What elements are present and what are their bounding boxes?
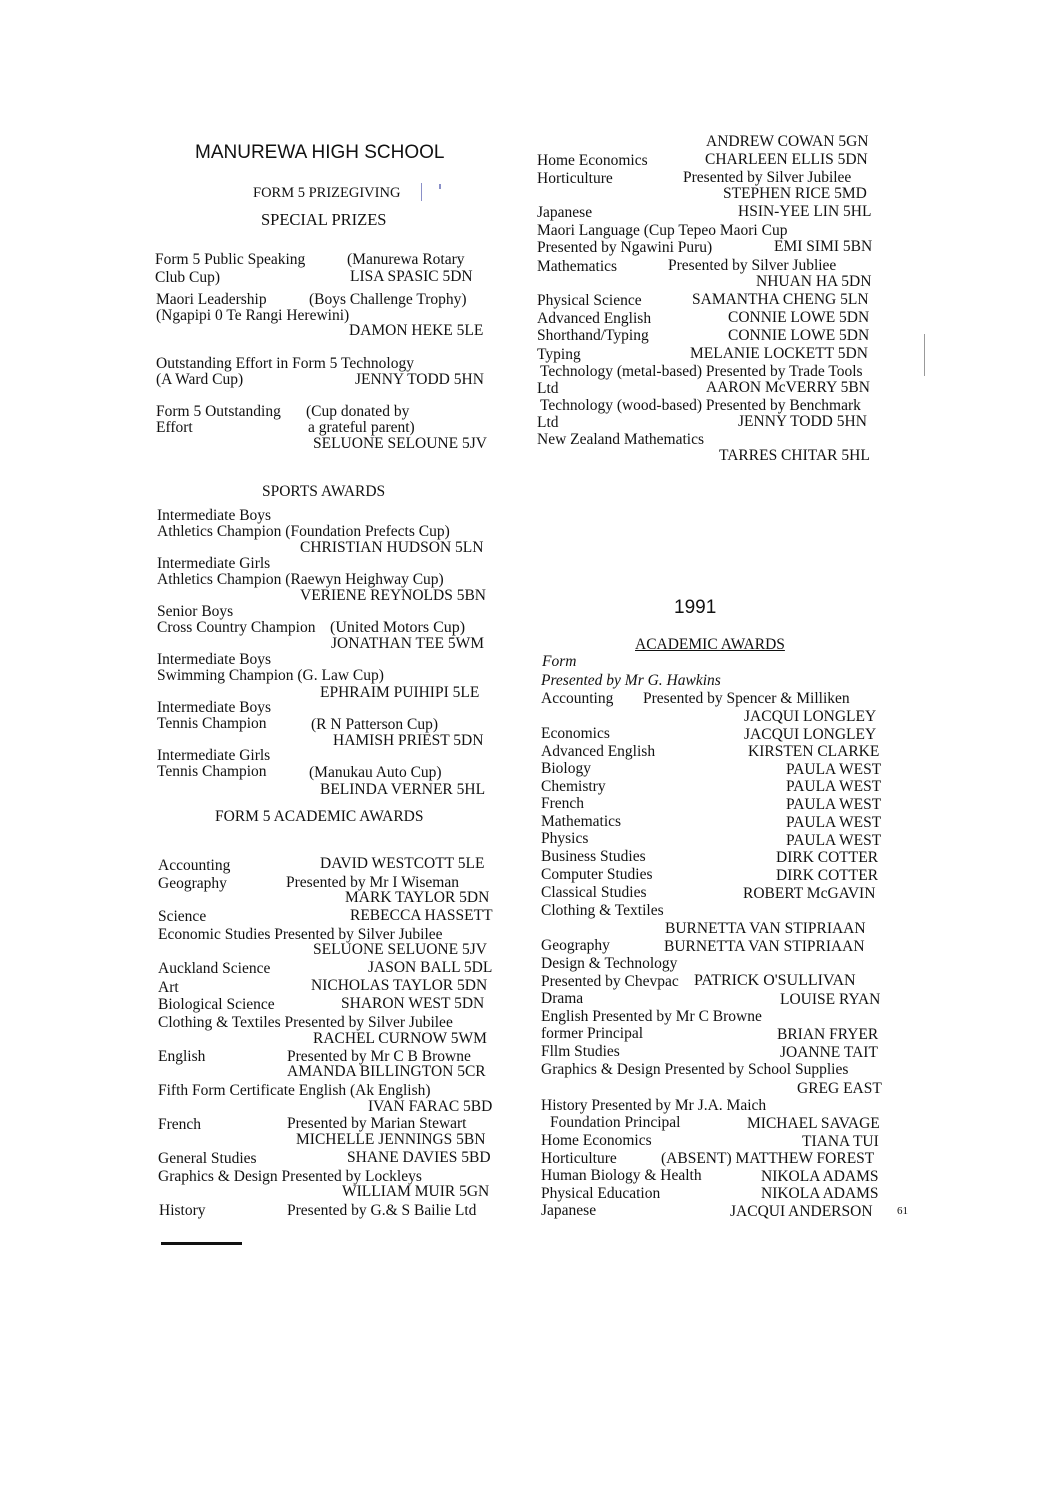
winner-name: CHARLEEN ELLIS 5DN: [705, 151, 868, 168]
winner-name: SELUONE SELUONE 5JV: [313, 941, 487, 958]
award-note: (Boys Challenge Trophy): [309, 291, 467, 308]
winner-name: JENNY TODD 5HN: [738, 413, 867, 430]
award-label: Ltd: [537, 414, 559, 431]
award-label: Auckland Science: [158, 960, 271, 977]
winner-name: STEPHEN RICE 5MD: [723, 185, 867, 202]
winner-name: BRIAN FRYER: [777, 1026, 879, 1043]
award-label: Economic Studies Presented by Silver Jubilee: [158, 926, 443, 943]
award-label: Mathematics: [537, 258, 618, 275]
award-note: Presented by Mr I Wiseman: [286, 874, 459, 891]
academic-awards-heading: ACADEMIC AWARDS: [635, 636, 785, 653]
winner-name: NIKOLA ADAMS: [761, 1185, 879, 1202]
winner-name: KIRSTEN CLARKE: [748, 743, 880, 760]
award-label: Advanced English: [537, 310, 652, 327]
award-label: Club Cup): [155, 269, 221, 286]
award-label: Design & Technology: [541, 955, 678, 972]
prizegiving-subtitle: FORM 5 PRIZEGIVING: [253, 185, 401, 201]
award-label: Maori Leadership: [156, 291, 267, 308]
winner-name: PAULA WEST: [786, 761, 882, 778]
award-label: French: [541, 795, 585, 812]
award-label: Graphics & Design Presented by School Supplies: [541, 1061, 849, 1078]
award-label: Business Studies: [541, 848, 646, 865]
award-label: Biology: [541, 760, 591, 777]
award-label: Horticulture: [541, 1150, 617, 1167]
award-label: Fllm Studies: [541, 1043, 620, 1060]
winner-name: EPHRAIM PUIHIPI 5LE: [320, 684, 480, 701]
scan-mark: [924, 334, 925, 376]
winner-name: JENNY TODD 5HN: [355, 371, 484, 388]
award-label: Athletics Champion (Foundation Prefects Cup): [157, 523, 450, 540]
award-label: New Zealand Mathematics: [537, 431, 704, 448]
form-label: Form: [542, 653, 577, 670]
award-label: Technology (metal-based) Presented by Trade Tools: [540, 363, 863, 380]
award-label: Classical Studies: [541, 884, 647, 901]
award-label: History Presented by Mr J.A. Maich: [541, 1097, 767, 1114]
winner-name: DIRK COTTER: [776, 867, 879, 884]
winner-name: JACQUI ANDERSON: [730, 1203, 873, 1220]
award-label: Home Economics: [541, 1132, 652, 1149]
winner-name: CONNIE LOWE 5DN: [728, 309, 870, 326]
winner-name: LISA SPASIC 5DN: [350, 268, 473, 285]
award-label: Biological Science: [158, 996, 275, 1013]
winner-name: PAULA WEST: [786, 796, 882, 813]
award-label: Shorthand/Typing: [537, 327, 649, 344]
award-label: Form 5 Public Speaking: [155, 251, 306, 268]
winner-name: AMANDA BILLINGTON 5CR: [287, 1063, 486, 1080]
award-label: Physical Education: [541, 1185, 661, 1202]
award-note: Presented by Spencer & Milliken: [643, 690, 850, 707]
award-category: Intermediate Girls: [157, 747, 271, 764]
winner-name: JONATHAN TEE 5WM: [331, 635, 484, 652]
winner-name: BURNETTA VAN STIPRIAAN: [664, 938, 865, 955]
award-note: (United Motors Cup): [330, 619, 466, 636]
award-label: Physics: [541, 830, 589, 847]
winner-name: MICHELLE JENNINGS 5BN: [296, 1131, 486, 1148]
award-label: Japanese: [541, 1202, 597, 1219]
award-label: Accounting: [541, 690, 614, 707]
award-label: General Studies: [158, 1150, 257, 1167]
winner-name: DAVID WESTCOTT 5LE: [320, 855, 485, 872]
winner-name: REBECCA HASSETT: [350, 907, 493, 924]
award-category: Intermediate Boys: [157, 651, 272, 668]
award-label: Fifth Form Certificate English (Ak English): [158, 1082, 431, 1099]
award-category: Senior Boys: [157, 603, 234, 620]
award-note: (Manurewa Rotary: [347, 251, 465, 268]
award-label: History: [159, 1202, 206, 1219]
scan-mark: [439, 184, 441, 189]
school-title: MANUREWA HIGH SCHOOL: [195, 142, 445, 163]
winner-name: NHUAN HA 5DN: [756, 273, 872, 290]
award-label: Mathematics: [541, 813, 622, 830]
winner-name: GREG EAST: [797, 1080, 882, 1097]
award-label: Art: [158, 979, 179, 996]
winner-name: SELUONE SELOUNE 5JV: [313, 435, 487, 452]
award-note: Presented by Silver Jubliee: [668, 257, 837, 274]
winner-name: EMI SIMI 5BN: [774, 238, 873, 255]
winner-name: (ABSENT) MATTHEW FOREST: [661, 1150, 875, 1167]
winner-name: PAULA WEST: [786, 814, 882, 831]
award-label: French: [158, 1116, 202, 1133]
award-label: Athletics Champion (Raewyn Heighway Cup): [157, 571, 444, 588]
award-note: (Ngapipi 0 Te Rangi Herewini): [156, 307, 350, 324]
winner-name: CHRISTIAN HUDSON 5LN: [300, 539, 484, 556]
winner-name: JACQUI LONGLEY: [744, 726, 877, 743]
award-label: Outstanding Effort in Form 5 Technology: [156, 355, 414, 372]
winner-name: SAMANTHA CHENG 5LN: [692, 291, 869, 308]
winner-name: JOANNE TAIT: [780, 1044, 878, 1061]
scan-mark: [421, 183, 422, 201]
award-label: Science: [158, 908, 207, 925]
award-label: Geography: [158, 875, 227, 892]
winner-name: PAULA WEST: [786, 832, 882, 849]
award-category: Intermediate Boys: [157, 699, 272, 716]
award-note: (R N Patterson Cup): [311, 716, 439, 733]
year-heading: 1991: [674, 597, 717, 618]
winner-name: WILLIAM MUIR 5GN: [342, 1183, 490, 1200]
award-label: Ltd: [537, 380, 559, 397]
award-label: Swimming Champion (G. Law Cup): [157, 667, 384, 684]
award-label: Physical Science: [537, 292, 642, 309]
award-note: (A Ward Cup): [156, 371, 244, 388]
award-label: Tennis Champion: [157, 715, 267, 732]
winner-name: VERIENE REYNOLDS 5BN: [300, 587, 486, 604]
award-label: Advanced English: [541, 743, 656, 760]
winner-name: JASON BALL 5DL: [368, 959, 493, 976]
winner-name: AARON McVERRY 5BN: [706, 379, 870, 396]
winner-name: SHANE DAVIES 5BD: [347, 1149, 491, 1166]
award-label: Maori Language (Cup Tepeo Maori Cup: [537, 222, 788, 239]
form5-academic-heading: FORM 5 ACADEMIC AWARDS: [215, 808, 424, 825]
award-label: Horticulture: [537, 170, 613, 187]
winner-name: DAMON HEKE 5LE: [349, 322, 484, 339]
award-label: Effort: [156, 419, 193, 436]
award-note: (Cup donated by: [306, 403, 410, 420]
winner-name: IVAN FARAC 5BD: [368, 1098, 493, 1115]
award-label: Typing: [537, 346, 581, 363]
award-note: Foundation Principal: [550, 1114, 681, 1131]
award-note: a grateful parent): [308, 419, 415, 436]
winner-name: BURNETTA VAN STIPRIAAN: [665, 920, 866, 937]
winner-name: BELINDA VERNER 5HL: [320, 781, 486, 798]
award-category: Intermediate Boys: [157, 507, 272, 524]
winner-name: ROBERT McGAVIN: [743, 885, 876, 902]
award-label: Home Economics: [537, 152, 648, 169]
award-note: Presented by G.& S Bailie Ltd: [287, 1202, 477, 1219]
award-label: Japanese: [537, 204, 593, 221]
award-label: Geography: [541, 937, 610, 954]
award-label: Graphics & Design Presented by Lockleys: [158, 1168, 422, 1185]
award-label: Human Biology & Health: [541, 1167, 702, 1184]
winner-name: SHARON WEST 5DN: [341, 995, 485, 1012]
winner-name: PAULA WEST: [786, 778, 882, 795]
winner-name: MARK TAYLOR 5DN: [345, 889, 490, 906]
winner-name: LOUISE RYAN: [780, 991, 881, 1008]
award-note: Presented by Marian Stewart: [287, 1115, 467, 1132]
winner-name: CONNIE LOWE 5DN: [728, 327, 870, 344]
winner-name: NICHOLAS TAYLOR 5DN: [311, 977, 488, 994]
award-note: Presented by Mr C B Browne: [287, 1048, 471, 1065]
award-category: Intermediate Girls: [157, 555, 271, 572]
sports-awards-heading: SPORTS AWARDS: [262, 483, 386, 500]
award-label: Technology (wood-based) Presented by Benchmark: [540, 397, 861, 414]
award-note: (Manukau Auto Cup): [309, 764, 442, 781]
award-label: Economics: [541, 725, 610, 742]
winner-name: DIRK COTTER: [776, 849, 879, 866]
award-label: Computer Studies: [541, 866, 653, 883]
winner-name: PATRICK O'SULLIVAN: [694, 972, 856, 989]
presented-by: Presented by Mr G. Hawkins: [541, 672, 721, 689]
award-label: Clothing & Textiles: [541, 902, 664, 919]
award-label: Cross Country Champion: [157, 619, 316, 636]
winner-name: MICHAEL SAVAGE: [747, 1115, 880, 1132]
award-label: Chemistry: [541, 778, 606, 795]
award-label: Tennis Champion: [157, 763, 267, 780]
page-number: 61: [897, 1205, 908, 1217]
special-prizes-heading: SPECIAL PRIZES: [261, 210, 387, 229]
award-note: Presented by Ngawini Puru): [537, 239, 713, 256]
award-label: Clothing & Textiles Presented by Silver Jubilee: [158, 1014, 453, 1031]
award-label: Form 5 Outstanding: [156, 403, 281, 420]
award-label: Accounting: [158, 857, 231, 874]
winner-name: HAMISH PRIEST 5DN: [333, 732, 484, 749]
winner-name: TIANA TUI: [802, 1133, 879, 1150]
winner-name: NIKOLA ADAMS: [761, 1168, 879, 1185]
award-note: Presented by Silver Jubilee: [683, 169, 852, 186]
winner-name: RACHEL CURNOW 5WM: [313, 1030, 487, 1047]
footnote-rule: [161, 1242, 242, 1245]
winner-name: MELANIE LOCKETT 5DN: [690, 345, 868, 362]
award-note: former Principal: [541, 1025, 644, 1042]
award-note: Presented by Chevpac: [541, 973, 679, 990]
award-label: English Presented by Mr C Browne: [541, 1008, 762, 1025]
award-label: Drama: [541, 990, 584, 1007]
winner-name: ANDREW COWAN 5GN: [706, 133, 869, 150]
winner-name: TARRES CHITAR 5HL: [719, 447, 870, 464]
winner-name: JACQUI LONGLEY: [744, 708, 877, 725]
winner-name: HSIN-YEE LIN 5HL: [738, 203, 872, 220]
award-label: English: [158, 1048, 206, 1065]
